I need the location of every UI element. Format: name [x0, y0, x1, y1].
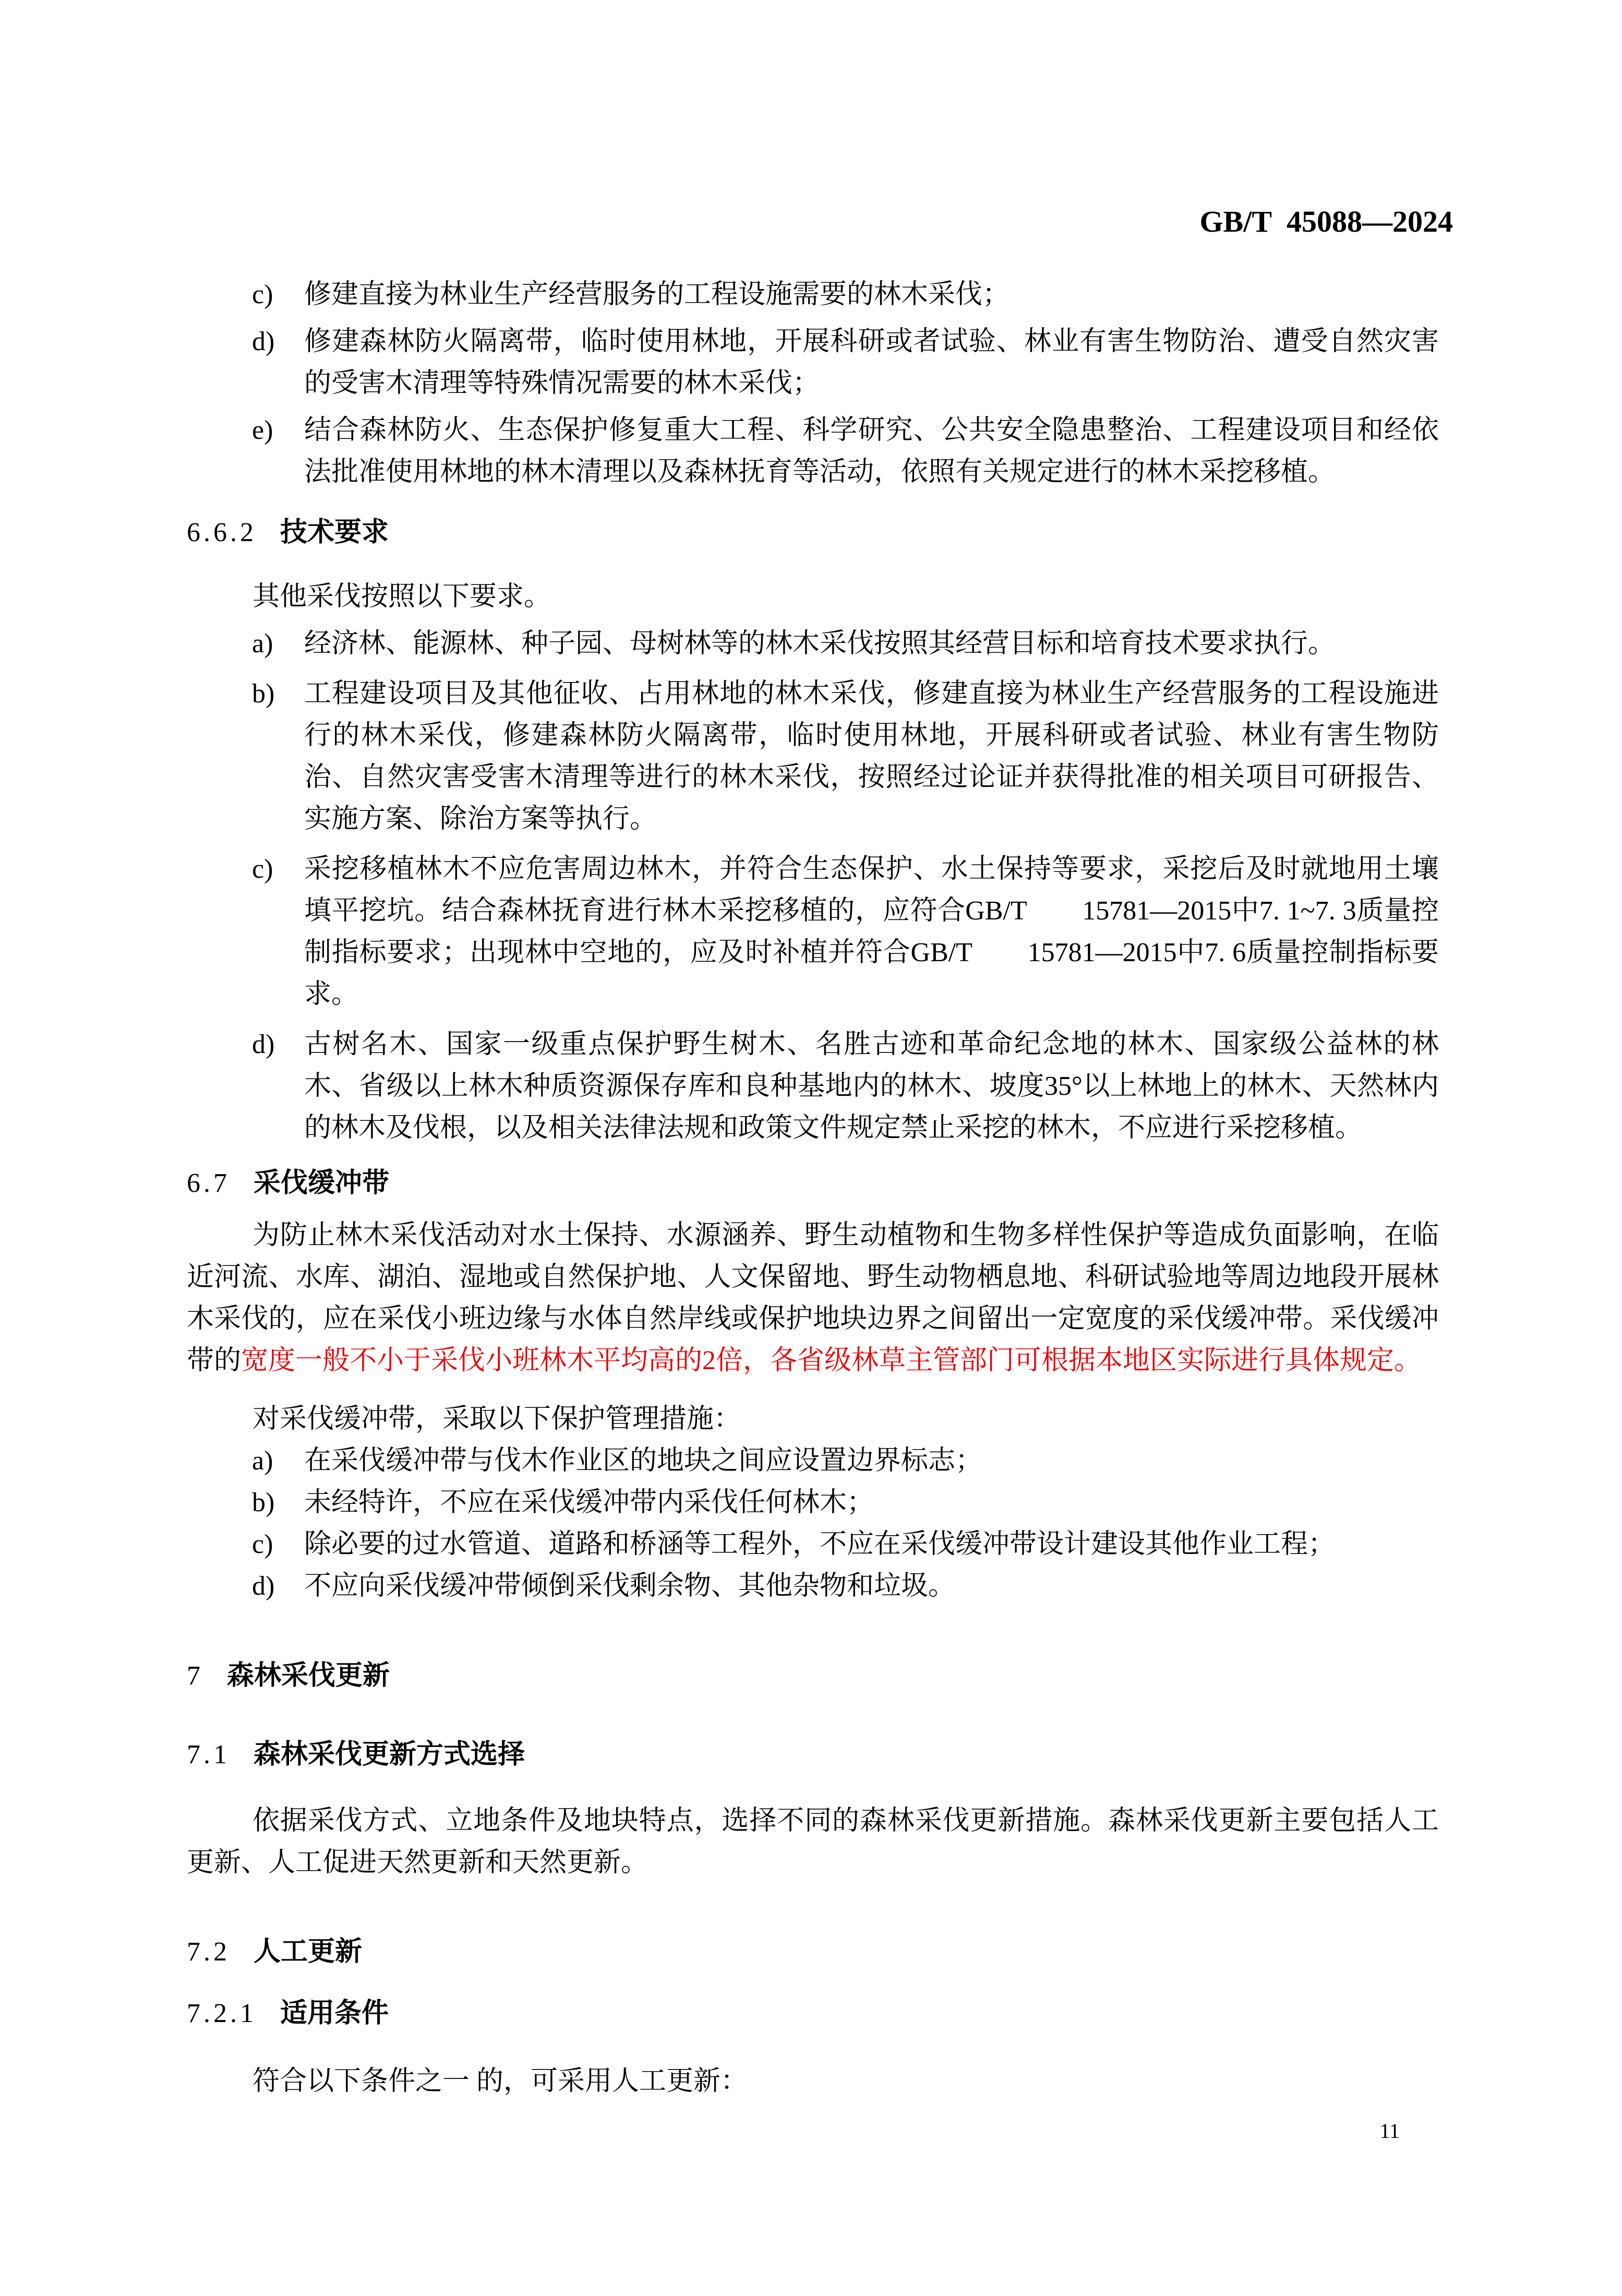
section-title: 森林采伐更新方式选择	[254, 1739, 525, 1769]
list-item	[187, 410, 1439, 493]
paragraph-text-black: 为防止林木采伐活动对水土保持、水源涵养、野生动植物和生物多样性保护等造成负面影响，在临近河流、水库、湖泊、湿地或自然保护地、人文保留地、野生动物栖息地、科研试验地等周边地段开展林木采伐的，应在采伐小班边缘与水体自然岸线或保护地块边界之间留出一定宽度的采伐缓冲带。采伐缓冲带的	[187, 1221, 1439, 1376]
list-item-letter: a)	[252, 629, 273, 659]
section-number: 7.2.1	[187, 1999, 257, 2028]
list-item-text: 古树名木、国家一级重点保护野生树木、名胜古迹和革命纪念地的林木、国家级公益林的林木、省级以上林木种质资源保存库和良种基地内的林木、坡度35°以上林地上的林木、天然林内的林木及伐根，以及相关法律法规和政策文件规定禁止采挖的林木，不应进行采挖移植。	[304, 1030, 1439, 1143]
list-item-letter: d)	[252, 1030, 275, 1059]
section-heading-7-2-1	[187, 1992, 1439, 2035]
list-item-letter: b)	[252, 679, 275, 709]
paragraph-text-red-highlight: 宽度一般不小于采伐小班林木平均高的2倍，各省级林草主管部门可根据本地区实际进行具体规定。	[241, 1346, 1422, 1376]
list-other-felling-cases	[187, 274, 1439, 493]
list-item-text: 不应向采伐缓冲带倾倒采伐剩余物、其他杂物和垃圾。	[304, 1571, 956, 1601]
list-item	[187, 1440, 1439, 1482]
paragraph-renewal-methods: 依据采伐方式、立地条件及地块特点，选择不同的森林采伐更新措施。森林采伐更新主要包括人工更新、人工促进天然更新和天然更新。	[187, 1806, 1439, 1878]
section-title: 采伐缓冲带	[254, 1168, 390, 1198]
page-number: 11	[1379, 2119, 1400, 2143]
list-item	[187, 1024, 1439, 1149]
list-item-letter: c)	[252, 854, 273, 884]
list-item-text: 未经特许，不应在采伐缓冲带内采伐任何林木；	[304, 1488, 874, 1517]
list-item-letter: d)	[252, 1571, 275, 1601]
paragraph-buffer-measures: 对采伐缓冲带，采取以下保护管理措施：	[253, 1404, 741, 1434]
page-content	[187, 274, 1439, 2102]
list-technical-requirements	[187, 623, 1439, 1149]
list-item-letter: a)	[252, 1446, 273, 1476]
list-item-letter: d)	[252, 327, 275, 356]
section-number: 7.1	[187, 1740, 230, 1769]
list-item-text: 修建森林防火隔离带，临时使用林地，开展科研或者试验、林业有害生物防治、遭受自然灾害的受害木清理等特殊情况需要的林木采伐；	[304, 327, 1439, 398]
list-buffer-measures	[187, 1440, 1439, 1607]
list-item	[187, 1524, 1439, 1565]
section-title: 人工更新	[254, 1936, 363, 1967]
section-heading-6-6-2	[187, 511, 1439, 554]
list-item-letter: e)	[252, 415, 273, 445]
section-title: 森林采伐更新	[227, 1660, 390, 1691]
doc-number: GB/T 45088—2024	[1199, 205, 1453, 238]
list-item	[187, 1565, 1439, 1607]
section-heading-7-1	[187, 1733, 1439, 1776]
list-item	[187, 673, 1439, 840]
list-item	[187, 623, 1439, 665]
list-item	[187, 321, 1439, 404]
section-number: 6.6.2	[187, 518, 257, 547]
paragraph-662-intro: 其他采伐按照以下要求。	[253, 582, 551, 612]
list-item	[187, 848, 1439, 1015]
section-title: 适用条件	[280, 1998, 389, 2028]
list-item-text: 经济林、能源林、种子园、母树林等的林木采伐按照其经营目标和培育技术要求执行。	[304, 629, 1336, 659]
paragraph-applicable-conditions: 符合以下条件之一 的，可采用人工更新：	[253, 2066, 748, 2096]
paragraph-buffer-zone	[187, 1215, 1439, 1382]
list-item-text: 在采伐缓冲带与伐木作业区的地块之间应设置边界标志；	[304, 1446, 983, 1476]
list-item	[187, 1482, 1439, 1524]
list-item-text: 除必要的过水管道、道路和桥涵等工程外，不应在采伐缓冲带设计建设其他作业工程；	[304, 1529, 1336, 1559]
section-title: 技术要求	[280, 517, 389, 547]
list-item	[187, 274, 1439, 316]
list-item-letter: c)	[252, 280, 273, 309]
list-item-text: 工程建设项目及其他征收、占用林地的林木采伐，修建直接为林业生产经营服务的工程设施进行的林木采伐，修建森林防火隔离带，临时使用林地，开展科研或者试验、林业有害生物防治、自然灾害受害木清理等进行的林木采伐，按照经过论证并获得批准的相关项目可研报告、实施方案、除治方案等执行。	[304, 679, 1439, 834]
section-number: 6.7	[187, 1168, 230, 1198]
list-item-letter: c)	[252, 1529, 273, 1559]
list-item-letter: b)	[252, 1488, 275, 1517]
list-item-text: 采挖移植林木不应危害周边林木，并符合生态保护、水土保持等要求，采挖后及时就地用土壤填平挖坑。结合森林抚育进行林木采挖移植的，应符合GB/T 15781—2015中7. 1~7. 3质量控制指标要求；出现林中空地的，应及时补植并符合GB/T 15781—2015中7. 6质量控制指标要求。	[304, 854, 1439, 1009]
section-number: 7.2	[187, 1937, 230, 1967]
section-heading-7	[187, 1655, 1439, 1697]
section-heading-7-2	[187, 1931, 1439, 1973]
section-heading-6-7	[187, 1162, 1439, 1204]
section-number: 7	[187, 1661, 203, 1691]
list-item-text: 修建直接为林业生产经营服务的工程设施需要的林木采伐；	[304, 280, 1010, 309]
list-item-text: 结合森林防火、生态保护修复重大工程、科学研究、公共安全隐患整治、工程建设项目和经依法批准使用林地的林木清理以及森林抚育等活动，依照有关规定进行的林木采挖移植。	[304, 415, 1439, 487]
